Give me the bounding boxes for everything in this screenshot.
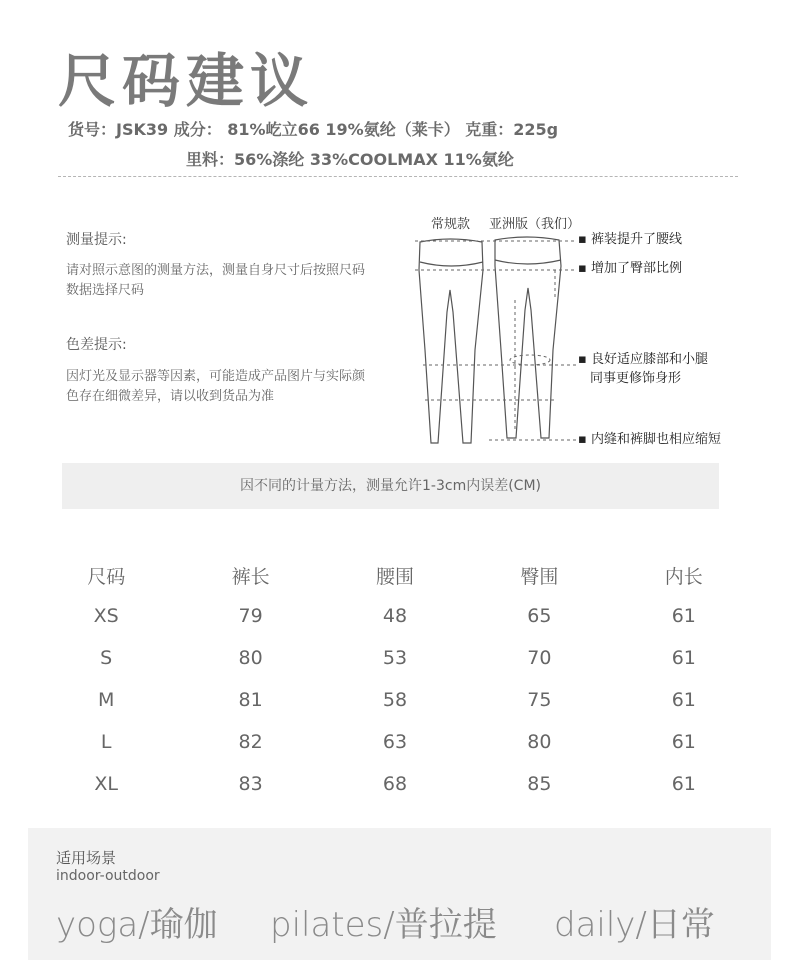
product-meta-line1: 货号：JSK39 成分： 81%屹立66 19%氨纶（莱卡） 克重：225g (68, 120, 559, 139)
header-inseam: 内长 (664, 565, 703, 588)
dashed-divider (58, 176, 738, 177)
table-row (34, 763, 756, 805)
header-size: 尺码 (87, 565, 126, 588)
cell: 48 (382, 605, 408, 627)
cell: 68 (382, 773, 408, 795)
asian-fit-label: 亚洲版（我们） (489, 217, 581, 232)
cell: 75 (527, 689, 552, 711)
diagram-note-hip: ▪ 增加了臀部比例 (578, 261, 682, 276)
cell: 58 (382, 689, 408, 711)
cell: 70 (527, 647, 552, 669)
cell: 61 (671, 731, 696, 753)
table-row (34, 721, 756, 763)
header-waist: 腰围 (375, 565, 414, 588)
table-row (34, 637, 756, 679)
cell: M (97, 689, 115, 711)
diagram-note-shape: 同事更修饰身形 (590, 371, 682, 386)
cell: 61 (671, 647, 696, 669)
page-title: 尺码建议 (58, 47, 315, 115)
cell: 85 (527, 773, 552, 795)
cell: 63 (382, 731, 408, 753)
scene-subheading: indoor-outdoor (56, 868, 160, 884)
regular-fit-label: 常规款 (431, 217, 471, 232)
pants-comparison-diagram (405, 230, 595, 452)
scene-item-yoga: yoga/瑜伽 (56, 905, 218, 945)
table-row (34, 595, 756, 637)
cell: 83 (238, 773, 263, 795)
color-tip-heading: 色差提示: (66, 337, 127, 353)
cell: 81 (238, 689, 263, 711)
cell: 61 (671, 605, 696, 627)
cell: 80 (238, 647, 263, 669)
cell: 79 (238, 605, 263, 627)
cell: 65 (527, 605, 552, 627)
tolerance-text: 因不同的计量方法，测量允许1-3cm内误差(CM) (240, 478, 541, 494)
cell: S (100, 647, 113, 669)
diagram-note-inseam: ▪ 内缝和裤脚也相应缩短 (578, 432, 721, 447)
scene-item-daily: daily/日常 (554, 905, 715, 945)
cell: L (100, 731, 112, 753)
measure-tip-heading: 测量提示: (66, 232, 127, 248)
header-length: 裤长 (231, 565, 270, 588)
header-hip: 臀围 (520, 565, 559, 588)
cell: 53 (382, 647, 408, 669)
scene-heading: 适用场景 (56, 849, 117, 867)
color-tip-body: 因灯光及显示器等因素，可能造成产品图片与实际颜色存在细微差异，请以收到货品为准 (66, 369, 366, 404)
tolerance-banner (62, 463, 719, 509)
cell: 61 (671, 773, 696, 795)
scene-item-pilates: pilates/普拉提 (270, 905, 497, 945)
product-meta-line2: 里料：56%涤纶 33%COOLMAX 11%氨纶 (186, 150, 514, 169)
cell: XL (94, 773, 118, 795)
cell: XS (93, 605, 119, 627)
table-row (34, 679, 756, 721)
measure-tip-body: 请对照示意图的测量方法，测量自身尺寸后按照尺码数据选择尺码 (66, 263, 366, 298)
table-header-row (34, 555, 756, 595)
cell: 61 (671, 689, 696, 711)
diagram-note-waist: ▪ 裤装提升了腰线 (578, 232, 682, 247)
diagram-note-knee: ▪ 良好适应膝部和小腿 (578, 352, 708, 367)
size-chart-table (34, 555, 756, 805)
cell: 80 (527, 731, 552, 753)
cell: 82 (238, 731, 263, 753)
